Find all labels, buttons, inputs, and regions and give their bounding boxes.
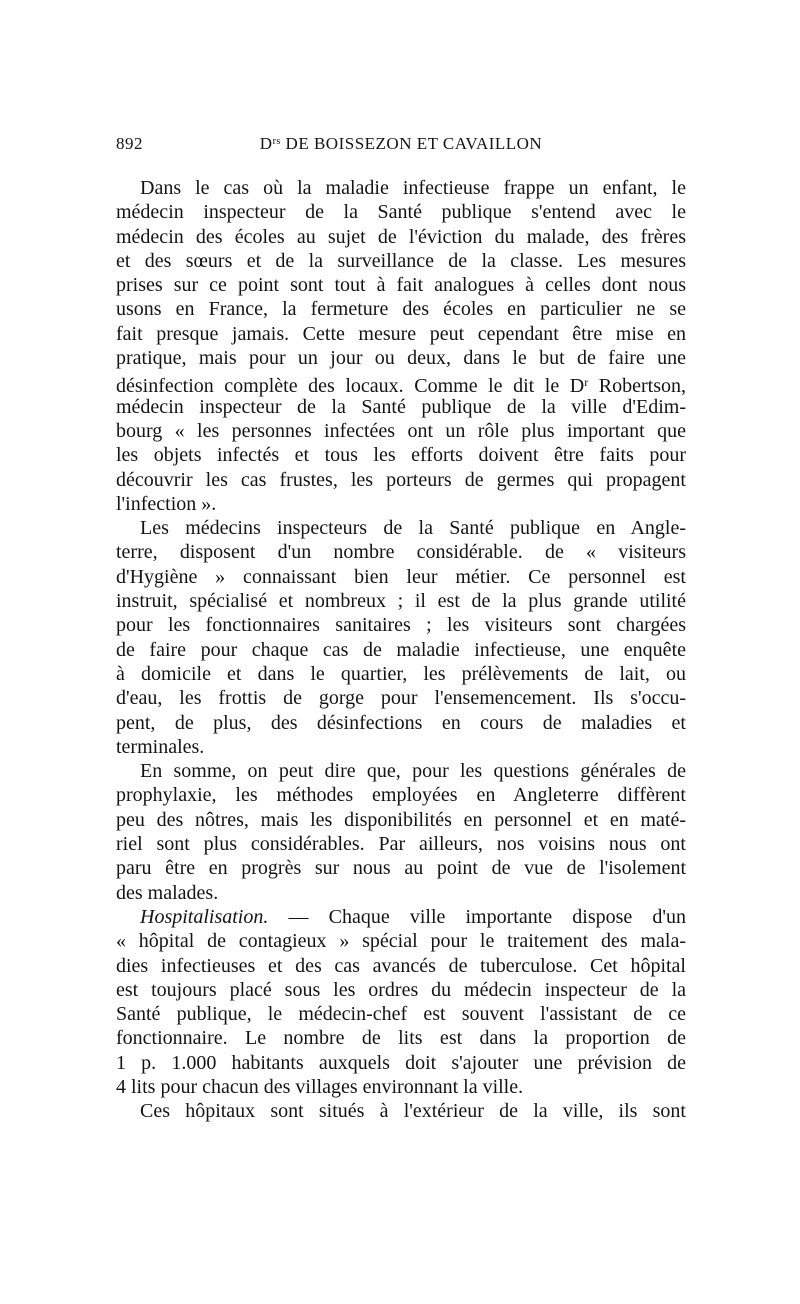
text-line: à domicile et dans le quartier, les prélèvements de lait, ou (116, 662, 686, 685)
text-line: pent, de plus, des désinfections en cours de maladies et (116, 711, 686, 734)
page-number: 892 (116, 134, 143, 153)
text-line: les objets infectés et tous les efforts doivent être faits pour (116, 444, 686, 467)
dr-name: Robertson, (588, 375, 686, 398)
text-line: l'infection ». (116, 492, 217, 515)
text-line: d'eau, les frottis de gorge pour l'ensemencement. Ils s'occu- (116, 687, 686, 710)
text-line: pratique, mais pour un jour ou deux, dans le but de faire une (116, 347, 686, 370)
paragraph (116, 905, 686, 1099)
text-line: médecin inspecteur de la Santé publique s'entend avec le (116, 201, 686, 224)
dr-superscript: r (584, 375, 589, 390)
page-header (116, 134, 686, 160)
text-line: prophylaxie, les méthodes employées en Angleterre diffèrent (116, 784, 686, 807)
text-line: découvrir les cas frustes, les porteurs de germes qui propagent (116, 468, 686, 491)
text-line: et des sœurs et de la surveillance de la classe. Les mesures (116, 249, 686, 272)
author-sup: rs (272, 136, 281, 147)
text-line: Santé publique, le médecin-chef est souvent l'assistant de ce (116, 1003, 686, 1026)
text-line: terminales. (116, 735, 205, 758)
text-line: Dans le cas où la maladie infectieuse frappe un enfant, le (140, 177, 686, 199)
text-line: 4 lits pour chacun des villages environnant la ville. (116, 1075, 524, 1098)
section-heading: Hospitalisation. (140, 905, 269, 928)
text-line: En somme, on peut dire que, pour les questions générales de (140, 760, 686, 783)
text-line: terre, disposent d'un nombre considérable. de « visiteurs (116, 541, 686, 564)
text-line: instruit, spécialisé et nombreux ; il est de la plus grande utilité (116, 590, 686, 613)
text-line: est toujours placé sous les ordres du médecin inspecteur de la (116, 978, 686, 1001)
running-head (116, 134, 686, 154)
text-line: prises sur ce point sont tout à fait analogues à celles dont nous (116, 274, 686, 297)
text-line: riel sont plus considérables. Par ailleurs, nos voisins nous ont (116, 833, 686, 856)
text-line: médecin inspecteur de la Santé publique de la ville d'Edim- (116, 395, 686, 418)
text-segment: désinfection complète des locaux. Comme le dit le D (116, 375, 585, 398)
paragraph (116, 516, 686, 759)
text-line: fonctionnaire. Le nombre de lits est dans la proportion de (116, 1027, 686, 1050)
body-text (116, 176, 686, 1124)
text-line: des malades. (116, 881, 219, 904)
author-abbrev: D (259, 134, 273, 153)
paragraph (116, 759, 686, 905)
text-line: 1 p. 1.000 habitants auxquels doit s'ajouter une prévision de (116, 1051, 686, 1074)
text-line: usons en France, la fermeture des écoles en particulier ne se (116, 298, 686, 321)
text-line: fait presque jamais. Cette mesure peut cependant être mise en (116, 322, 686, 345)
text-line: Ces hôpitaux sont situés à l'extérieur de la ville, ils sont (140, 1100, 686, 1123)
author-rest: DE BOISSEZON ET CAVAILLON (280, 134, 543, 153)
text-line: d'Hygiène » connaissant bien leur métier. Ce personnel est (116, 565, 686, 588)
text-line: « hôpital de contagieux » spécial pour le traitement des mala- (116, 930, 686, 953)
text-segment: — Chaque ville importante dispose d'un (268, 905, 686, 928)
paragraph (116, 1099, 686, 1123)
text-line: médecin des écoles au sujet de l'éviction du malade, des frères (116, 225, 686, 248)
text-line: Les médecins inspecteurs de la Santé publique en Angle- (140, 517, 686, 540)
text-line: peu des nôtres, mais les disponibilités en personnel et en maté- (116, 808, 686, 831)
text-line: de faire pour chaque cas de maladie infectieuse, une enquête (116, 638, 686, 661)
text-line: dies infectieuses et des cas avancés de tuberculose. Cet hôpital (116, 954, 686, 977)
text-line: pour les fonctionnaires sanitaires ; les visiteurs sont chargées (116, 614, 686, 637)
text-line (116, 905, 686, 929)
text-line: bourg « les personnes infectées ont un rôle plus important que (116, 419, 686, 442)
text-line: paru être en progrès sur nous au point de vue de l'isolement (116, 857, 686, 880)
text-line (116, 370, 686, 398)
paragraph (116, 176, 686, 516)
